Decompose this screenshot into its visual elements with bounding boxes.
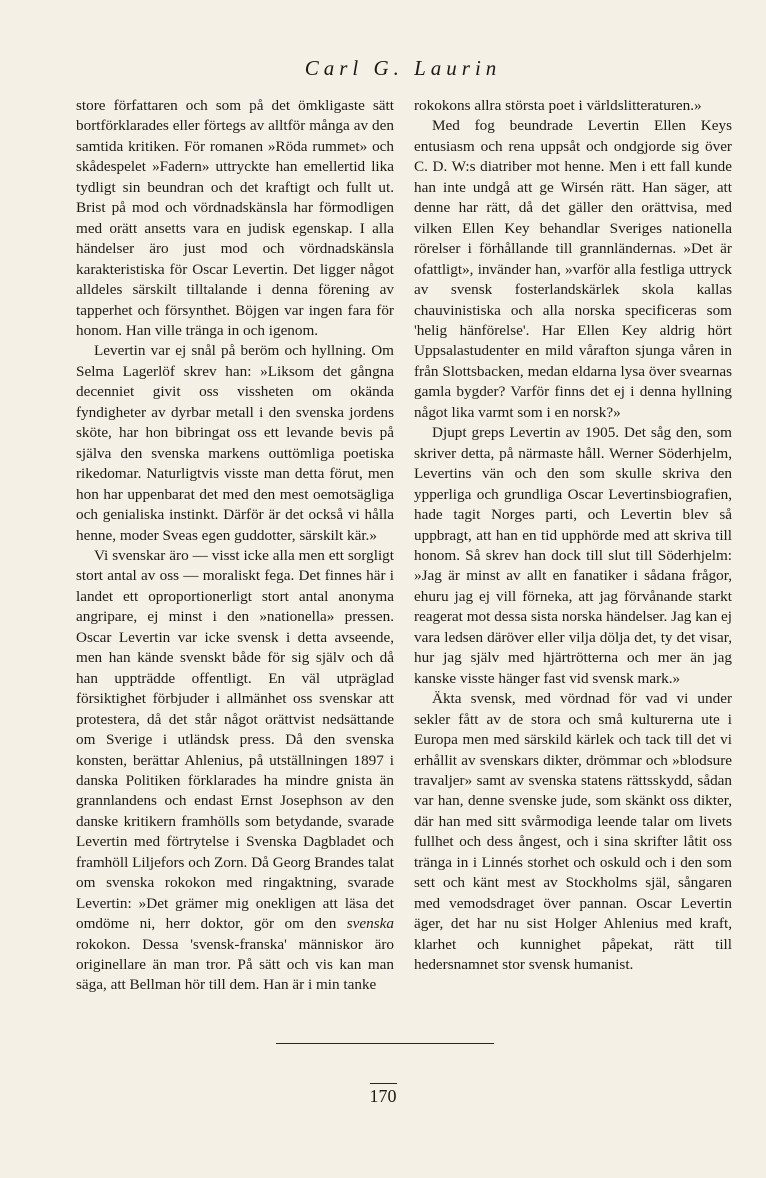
running-head: Carl G. Laurin xyxy=(304,56,502,80)
page-number xyxy=(0,1083,766,1107)
emphasis-word: svenska xyxy=(346,915,394,933)
left-column xyxy=(76,96,394,996)
paragraph-text: Vi svenskar äro — visst icke alla men ett sorgligt stort antal av oss — moraliskt fega. Det finnes här i landet ett oproportionerligt stort antal anonyma angripare, ej minst i den »nationella» pressen. Oscar Levertin var icke svensk i detta avseende, men han kände svenskt både för sig själv och då han uppträdde offentligt. En väl utpräglad försiktighet förbjuder i allmänhet oss svenskar att protestera, då det står något orättvist nedsättande om Sverige i utländsk press. Då den svenska konsten, berättar Ahlenius, på utställningen 1897 i danska Politiken förklarades ha mindre gnista än grannlandens och endast Ernst Josephson av den danske kritikern framhölls som betydande, svarade Levertin med förtrytelse i Svenska Dagbladet och framhöll Liljefors och Zorn. Då Georg Brandes talat om svenska rokokon med ringaktning, svarade Levertin: »Det grämer mig onekligen att läsa det omdöme ni, herr doktor, gör om den xyxy=(76,546,394,933)
paragraph: Djupt greps Levertin av 1905. Det såg den, som skriver detta, på närmaste håll. Werner Söderhjelm, Levertins vän och den som skulle skriva den ypperliga och grundliga Oscar Levertinsbiografien, hade tagit Norges parti, och Levertin blev så uppbragt, att han en tid upphörde med att skriva till honom. Så skrev han dock till slut till Söderhjelm: »Jag är minst av allt en fanatiker i sådana frågor, ehuru jag ej vill förneka, att jag förvånande starkt reagerat mot dessa sista norska händelser. Jag kan ej vara ledsen däröver eller vilja dölja det, ty det visar, hur jag själv med hjärtrötterna och mer än jag kanske visste hänger fast vid svensk mark.» xyxy=(414,424,732,687)
paragraph: Levertin var ej snål på beröm och hyllning. Om Selma Lagerlöf skrev han: »Liksom det gångna decenniet givit oss vissheten om okända fyndigheter av dyrbar metall i den svenska jordens sköte, har hon bibringat oss ett levande bevis på själva den svenska markens outtömliga poetiska rikedomar. Naturligtvis visste man detta förut, men hon har uppenbarat det med den mest oemotsägliga och genialiska instinkt. Därför är det också vi hålla henne, moder Sveas egen guddotter, särskilt kär.» xyxy=(76,342,394,544)
paragraph-tail: rokokon. Dessa 'svensk-franska' människor äro originellare än man tror. På sätt och vis kan man säga, att Bellman hör till dem. Han är i min tanke xyxy=(76,935,394,994)
right-column xyxy=(414,96,732,975)
paragraph: Med fog beundrade Levertin Ellen Keys entusiasm och rena uppsåt och ondgjorde sig över C. D. W:s diatriber mot henne. Men i ett fall kunde han inte undgå att ge Wirsén rätt. Han säger, att denne har rätt, då det gäller den orättvisa, med vilken Ellen Key behandlar Sveriges nationella rörelser i förhållande till grannländernas. »Det är ofattligt», invänder han, »varför alla festliga uttryck av svensk fosterlandskärlek skola kallas chauvinistiska och alla norska specificeras som 'helig hänförelse'. Har Ellen Key aldrig hört Uppsalastudenter en mild vårafton sjunga våren in från Slottsbacken, medan eldarna lysa över svearnas gamla bygder? Varför finns det ej i denna hyllning något lika varmt som i en norsk?» xyxy=(414,117,732,421)
paragraph: store författaren och som på det ömkligaste sätt bortförklarades eller förtegs av alltför många av den samtida kritiken. För romanen »Röda rummet» och skådespelet »Fadern» uttryckte han emellertid lika tydligt sin beundran och det kraftigt och fullt ut. Brist på mod och vördnadskänsla har förmodligen med orätt ansetts vara en judisk egenskap. I alla händelser äro just mod och vördnadskänsla karakteristiska för Oscar Levertin. Det ligger något alldeles särskilt tilltalande i denna förening av tapperhet och försynthet. Böjgen var ingen fara för honom. Han ville tränga in och igenom. xyxy=(76,97,394,339)
paragraph: Äkta svensk, med vördnad för vad vi under sekler fått av de stora och små kulturerna ute i Europa men med särskild kärlek och tack till det vi erhållit av svenskars dikter, drömmar och »blodsure travaljer» samt av svenska statens rättsskydd, sådan var han, denne svenske jude, som skänkt oss dikter, där han med sitt svårmodiga leende talar om livets fullhet och dess ångest, och i sina skrifter låtit oss tränga in i Linnés storhet och oskuld och i den som sett och känt mest av Stockholms själ, sångaren med vemodsdraget över pannan. Oscar Levertin äger, det har nu sist Holger Ahlenius med kraft, klarhet och kunnighet påpekat, rätt till hedersnamnet stor svensk humanist. xyxy=(414,690,732,974)
page-number-text: 170 xyxy=(370,1083,397,1107)
section-rule xyxy=(276,1043,494,1044)
paragraph xyxy=(76,546,394,996)
paragraph: rokokons allra största poet i världslitteraturen.» xyxy=(414,97,702,114)
